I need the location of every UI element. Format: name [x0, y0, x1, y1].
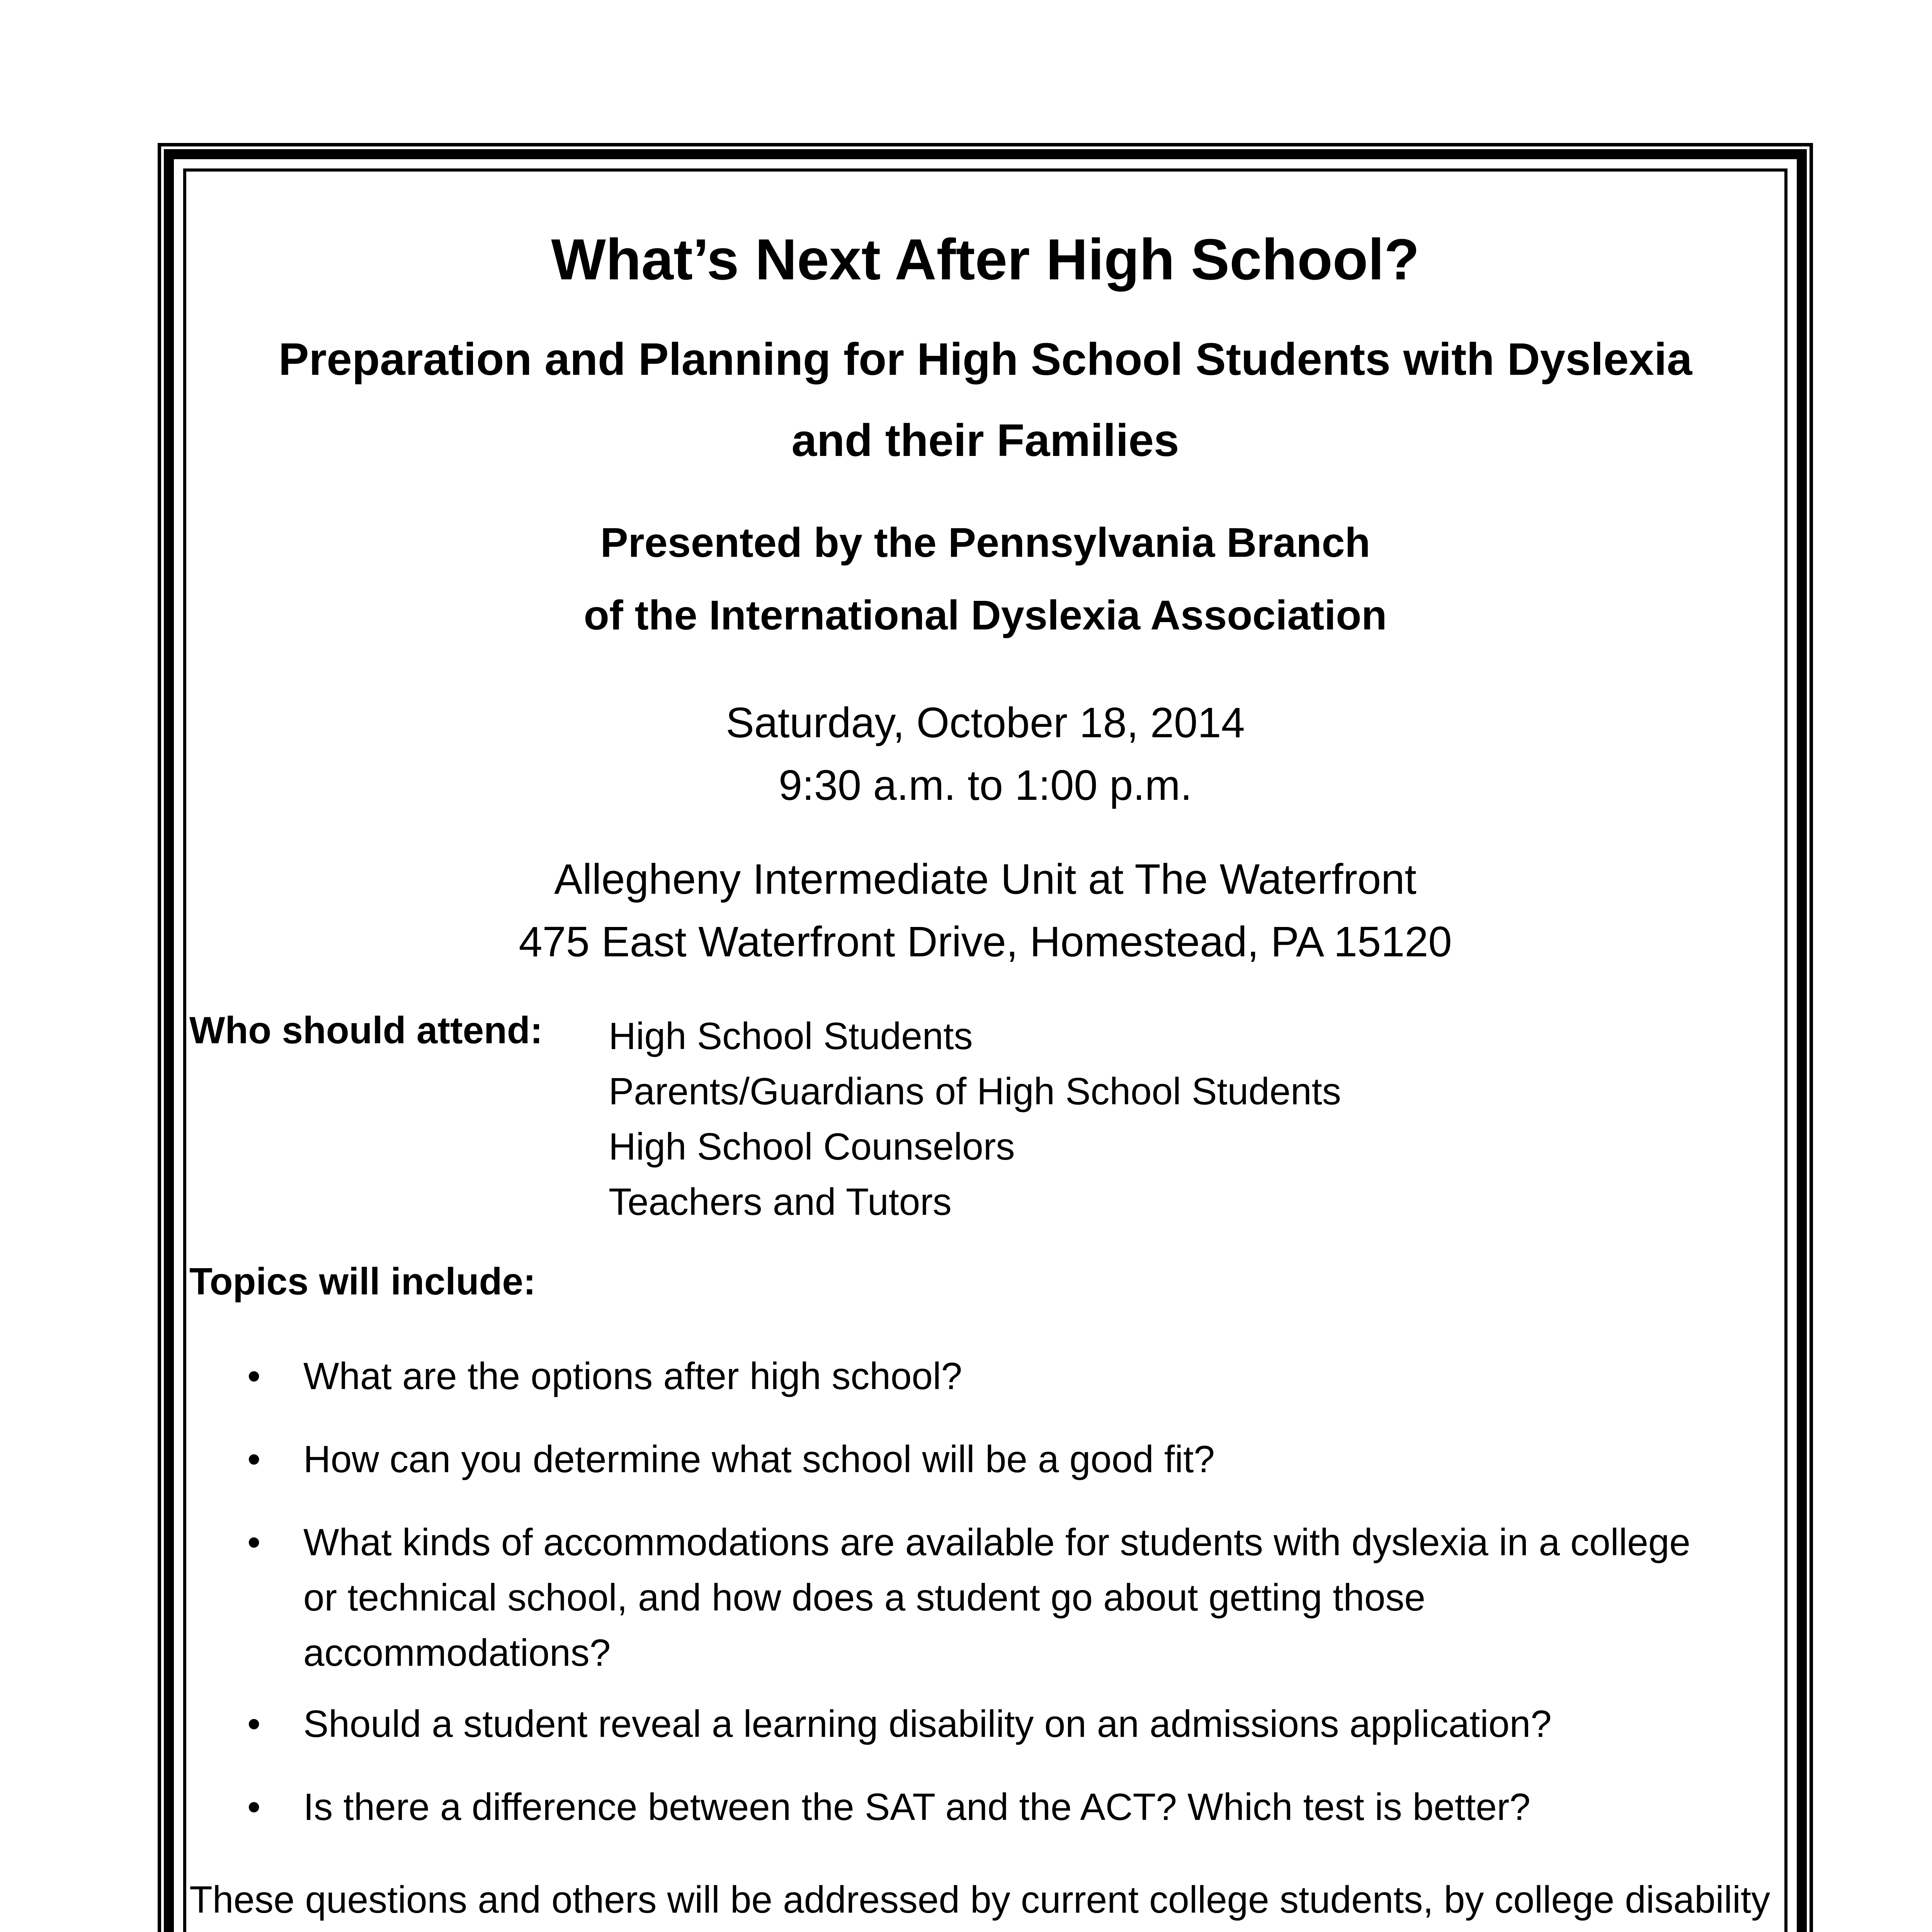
topic-item: Is there a difference between the SAT and the ACT? Which test is better?	[303, 1786, 1531, 1828]
topic-item: What kinds of accommodations are available for students with dyslexia in a college or technical school, and how does a student go about getting those accommodations?	[303, 1521, 1690, 1674]
presenter-line: Presented by the Pennsylvania Branch	[600, 519, 1371, 566]
event-date: Saturday, October 18, 2014	[726, 699, 1245, 747]
venue	[189, 848, 1781, 973]
subtitle-line: Preparation and Planning for High School Students with Dyslexia	[278, 334, 1692, 385]
attend-item: High School Counselors	[609, 1125, 1015, 1168]
attend-list	[609, 1009, 1341, 1230]
bullet-icon: •	[247, 1438, 261, 1480]
presenter	[189, 506, 1781, 651]
subtitle-line: and their Families	[791, 415, 1179, 466]
closing-paragraph: These questions and others will be addressed by current college students, by college disability	[189, 1878, 1770, 1921]
topic-item: Should a student reveal a learning disability on an admissions application?	[303, 1702, 1552, 1745]
topic-item: What are the options after high school?	[303, 1355, 963, 1397]
venue-address: 475 East Waterfront Drive, Homestead, PA 15120	[519, 918, 1452, 966]
flyer-subtitle	[189, 319, 1781, 481]
topic-item: How can you determine what school will be a good fit?	[303, 1438, 1215, 1480]
event-datetime	[189, 692, 1781, 817]
attend-item: High School Students	[609, 1015, 973, 1057]
bullet-icon: •	[247, 1521, 261, 1563]
event-time: 9:30 a.m. to 1:00 p.m.	[778, 762, 1192, 809]
attend-item: Parents/Guardians of High School Students	[609, 1070, 1341, 1112]
venue-name: Allegheny Intermediate Unit at The Waterfront	[554, 855, 1417, 903]
flyer-content	[189, 174, 1781, 1932]
flyer-title: What’s Next After High School?	[551, 227, 1420, 292]
presenter-line: of the International Dyslexia Association	[583, 592, 1387, 638]
bullet-icon: •	[247, 1786, 261, 1828]
bullet-icon: •	[247, 1702, 261, 1745]
attend-label: Who should attend:	[189, 1009, 543, 1051]
bullet-icon: •	[247, 1355, 261, 1397]
topics-label: Topics will include:	[189, 1260, 536, 1303]
attend-item: Teachers and Tutors	[609, 1180, 952, 1223]
